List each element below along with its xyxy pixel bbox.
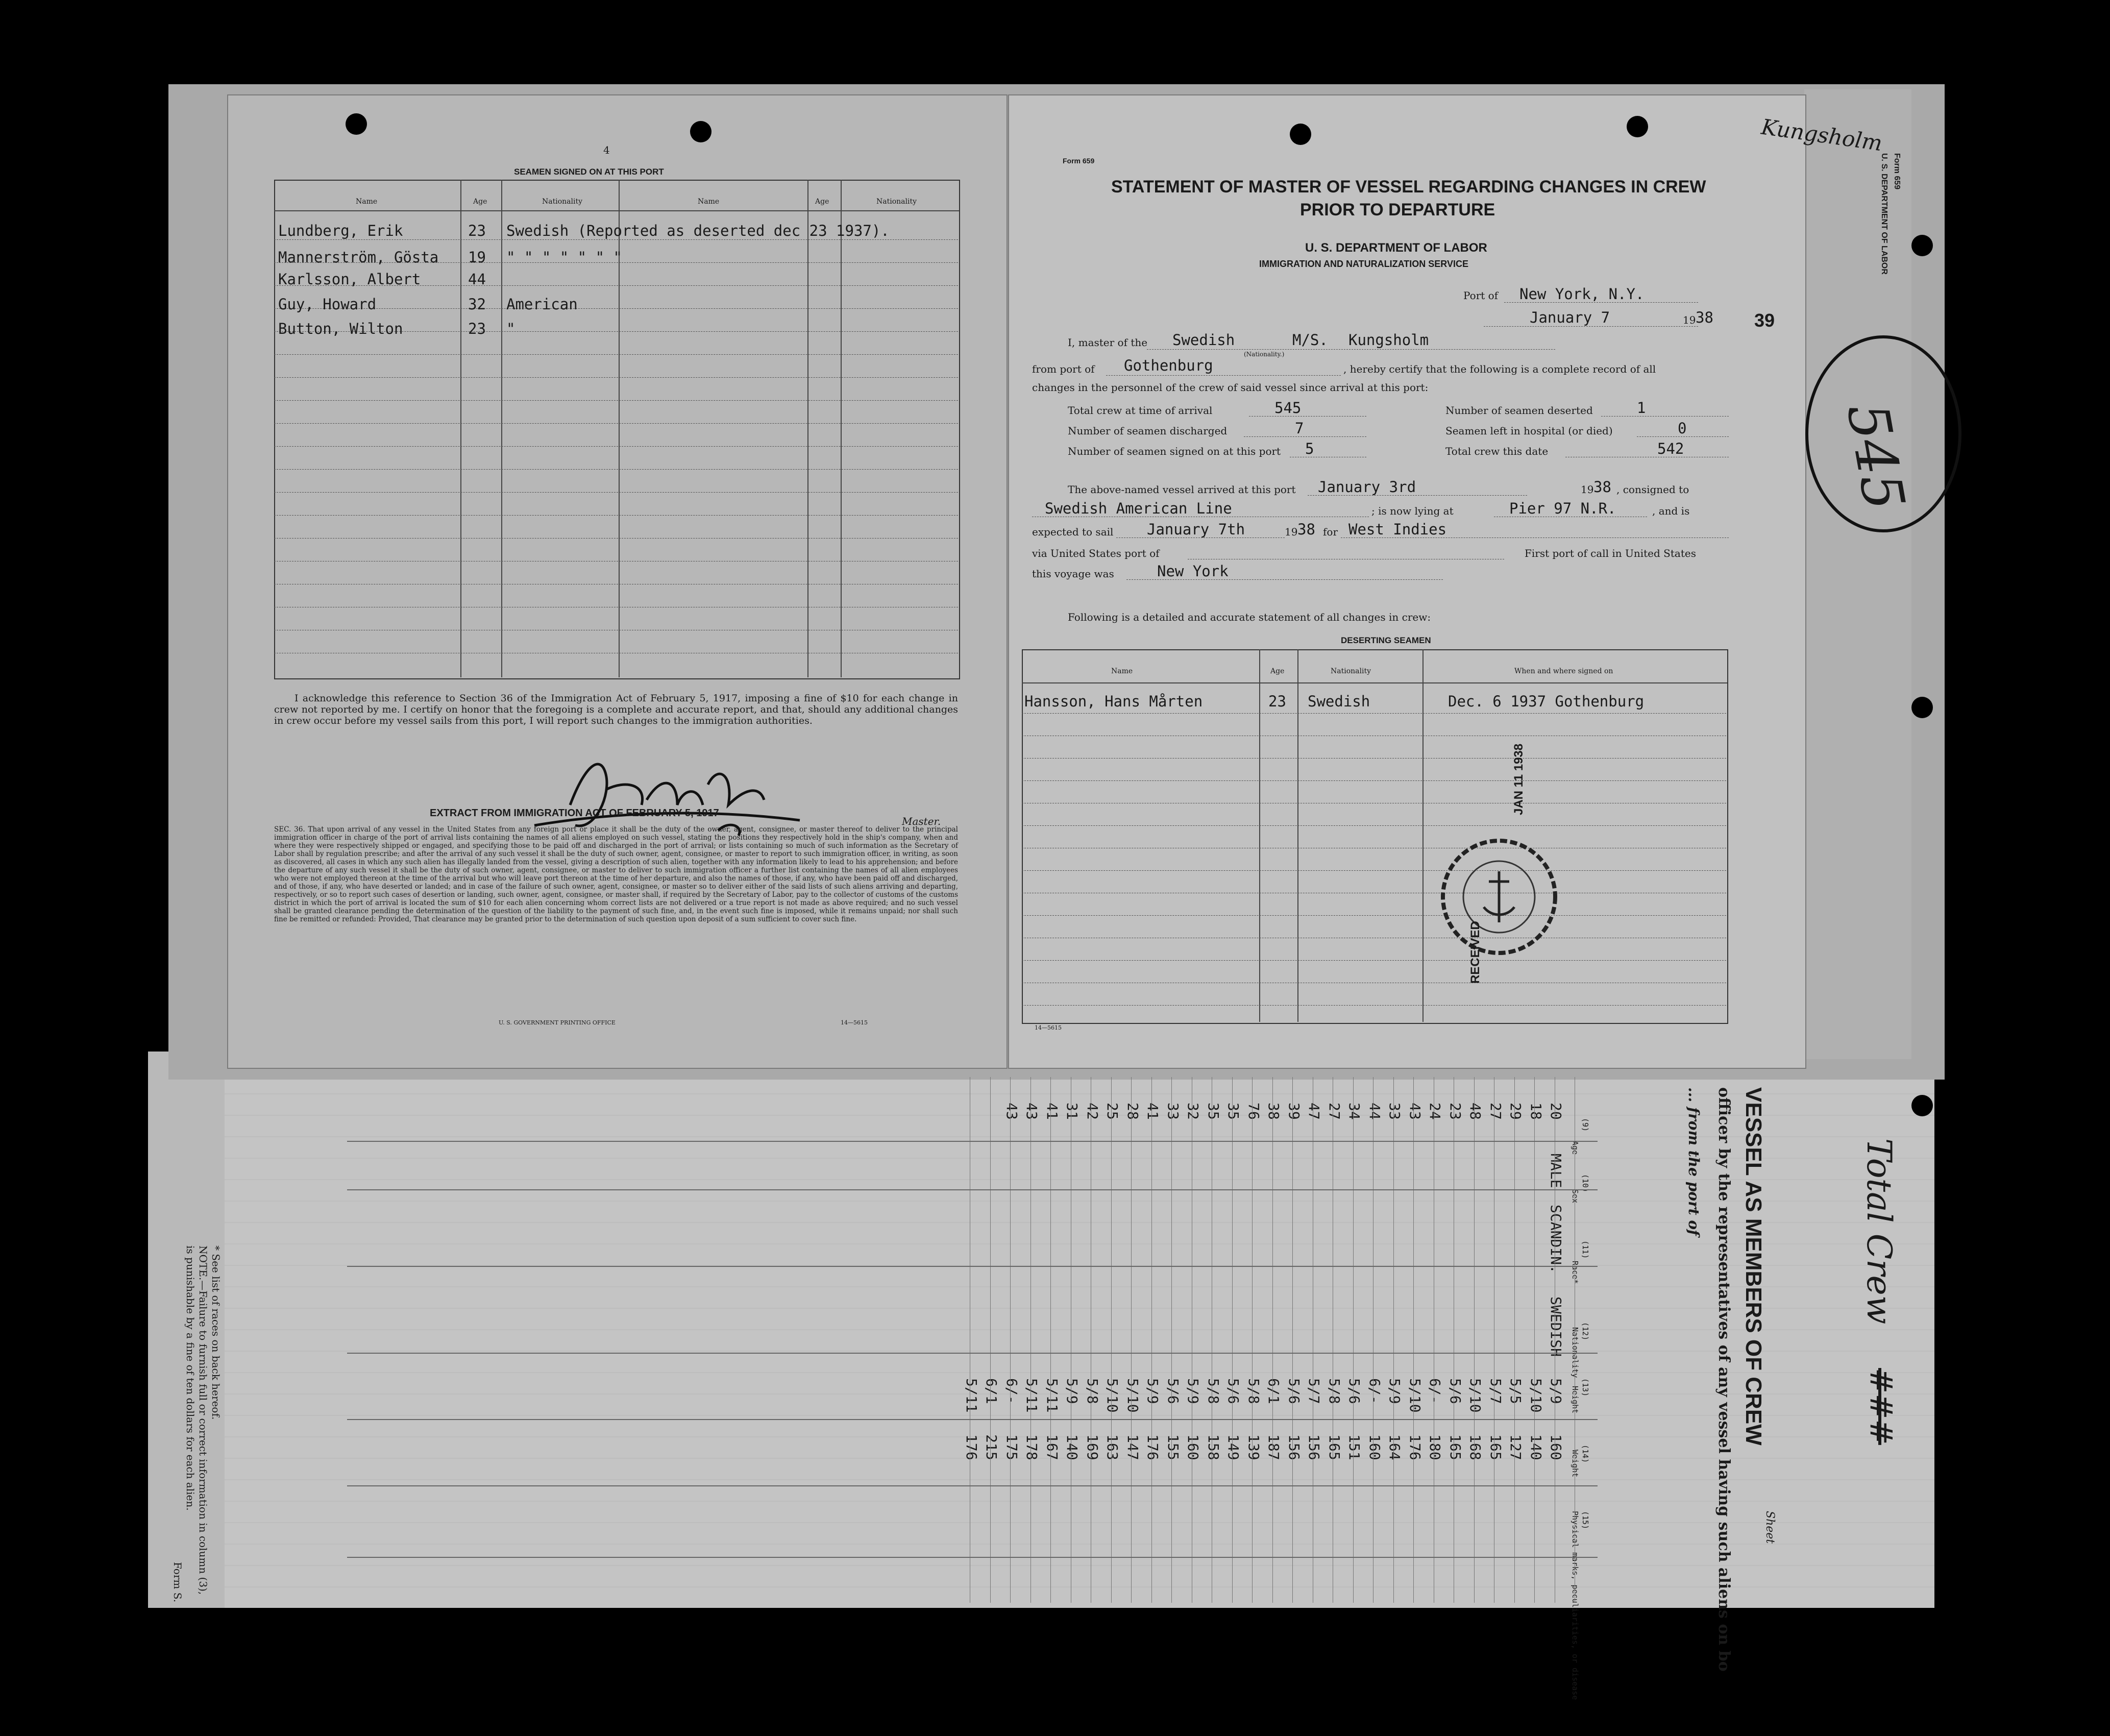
binder-hole	[1911, 697, 1933, 718]
crew-list-rule	[1050, 1077, 1051, 1603]
crew-weight: 176	[1144, 1434, 1161, 1460]
table-ruling	[274, 515, 958, 516]
crew-weight: 167	[1043, 1434, 1061, 1460]
crew-weight: 139	[1245, 1434, 1262, 1460]
deserted-value: 1	[1637, 399, 1646, 417]
date-value: January 7	[1530, 309, 1610, 326]
crew-height: 5/10	[1124, 1378, 1141, 1413]
department-label: U. S. DEPARTMENT OF LABOR	[1305, 241, 1487, 255]
left-page	[227, 94, 1008, 1069]
crew-list-rule	[347, 1485, 1598, 1486]
crew-age: 35	[1205, 1103, 1222, 1120]
crew-weight: 175	[1003, 1434, 1020, 1460]
crew-height: 5/8	[1084, 1378, 1101, 1404]
crew-col-header: Sex	[1571, 1189, 1580, 1204]
crew-height: 5/6	[1346, 1378, 1363, 1404]
table-ruling	[1022, 960, 1726, 961]
crew-col-number: (12)	[1581, 1322, 1590, 1341]
extract-title: EXTRACT FROM IMMIGRATION ACT OF FEBRUARY 5, 1917	[430, 808, 719, 819]
crew-height: 5/9	[1548, 1378, 1564, 1404]
crew-list-rule	[1010, 1077, 1011, 1603]
crew-height: 5/8	[1205, 1378, 1222, 1404]
seaman-name: Guy, Howard	[278, 296, 377, 313]
from-port-label: from port of	[1032, 363, 1095, 375]
table-ruling	[1022, 1005, 1726, 1006]
via-label: via United States port of	[1032, 547, 1160, 559]
col-header-age-2: Age	[815, 198, 829, 206]
seaman-age: 19	[468, 249, 486, 266]
hospital-label: Seamen left in hospital (or died)	[1445, 425, 1613, 437]
crew-age: 33	[1164, 1103, 1182, 1120]
section-36-text: SEC. 36. That upon arrival of any vessel in the United States from any foreign port or place it shall be the duty of the owner, agent, consignee, or master thereof to deliver to the principal immigration officer in charge of the port of arrival lists containing the names of all aliens employed on such vessel, stating the positions they respectively hold in the ship's company, when and where they were respectively shipped or engaged, and specifying those to be paid off and discharged in the port of arrival; or lists containing so much of such information as the Secretary of Labor shall by regulation prescribe; and after the arrival of any such vessel it shall be the duty of such owner, agent, consignee, or master to report to such immigration officer, in writing, as soon as discovered, all cases in which any such alien has illegally landed from the vessel, giving a description of such alien, together with any information likely to lead to his apprehension; and before the departure of any such vessel it shall be the duty of such owner, agent, consignee, or master to deliver to such immigration officer a further list containing the names of all alien employees who were not employed thereon at the time of the arrival but who will leave port thereon at the time of her departure, and also the names of those, if any, who have been paid off and discharged, and of those, if any, who have deserted or landed; and in case of the failure of such owner, agent, consignee, or master so to deliver either of the said lists of such aliens arriving and departing, respectively, or so to report such cases of desertion or landing, such owner, agent, consignee, or master shall, if required by the Secretary of Labor, pay to the collector of customs of the customs district in which the port of arrival is located the sum of $10 for each alien concerning whom correct lists are not delivered or a true report is not made as above required; and no such vessel shall be granted clearance pending the determination of the question of the liability to the payment of such fine, and, in the event such fine is imposed, while it remains unpaid; nor shall such fine be remitted or refunded: Provided, That clearance may be granted prior to the determination of such question upon deposit of a sum sufficient to cover such fine.	[274, 825, 958, 923]
consignee-value: Swedish American Line	[1045, 500, 1232, 517]
crew-age: 43	[1023, 1103, 1040, 1120]
crew-list-heading: VESSEL AS MEMBERS OF CREW	[1741, 1087, 1766, 1446]
crew-height: 5/10	[1104, 1378, 1121, 1413]
crew-age: 24	[1427, 1103, 1443, 1120]
deserter-signed-on: Dec. 6 1937 Gothenburg	[1448, 693, 1645, 710]
crew-height: 5/5	[1507, 1378, 1524, 1404]
crew-weight: 163	[1104, 1434, 1121, 1460]
crew-height: 5/6	[1446, 1378, 1464, 1404]
deserter-nationality: Swedish	[1308, 693, 1370, 710]
crew-height: 6/-	[1366, 1378, 1383, 1404]
received-stamp: RECEIVED	[1468, 921, 1482, 984]
crew-list-form-label: Form S.	[171, 1562, 184, 1603]
crew-weight: 147	[1124, 1434, 1141, 1460]
crew-age: 39	[1285, 1103, 1303, 1120]
crew-height: 5/10	[1467, 1378, 1484, 1413]
crew-col-header: Weight	[1571, 1450, 1580, 1478]
crew-age: 41	[1144, 1103, 1161, 1120]
voyage-label: this voyage was	[1032, 568, 1114, 580]
crew-weight: 165	[1487, 1434, 1504, 1460]
table-ruling	[1022, 870, 1726, 871]
crew-list-subheading: officer by the representatives of any vessel having such aliens on bo	[1715, 1087, 1733, 1672]
destination-value: West Indies	[1348, 521, 1447, 538]
crew-list-rule	[347, 1141, 1598, 1142]
crew-sex: MALE	[1548, 1154, 1564, 1188]
crew-nationality: SWEDISH	[1548, 1297, 1564, 1357]
port-label: Port of	[1463, 289, 1499, 302]
crew-weight: 156	[1285, 1434, 1303, 1460]
certify-text: , hereby certify that the following is a complete record of all	[1343, 363, 1656, 375]
crew-weight: 151	[1346, 1434, 1363, 1460]
right-page	[1008, 94, 1806, 1069]
deserting-col-nationality: Nationality	[1331, 667, 1371, 675]
arrived-year: 38	[1593, 478, 1611, 496]
crew-height: 6/1	[983, 1378, 1000, 1404]
crew-age: 41	[1043, 1103, 1061, 1120]
arrived-year-prefix: 19	[1581, 483, 1594, 496]
deserted-label: Number of seamen deserted	[1445, 404, 1593, 417]
crew-height: 5/8	[1326, 1378, 1343, 1404]
crew-list-rule	[1111, 1077, 1112, 1603]
footnote-fine: is punishable by a fine of ten dollars for each alien.	[184, 1245, 197, 1511]
crew-height: 5/11	[1023, 1378, 1040, 1413]
col-header-name-2: Name	[698, 198, 720, 206]
footnote-races: * See list of races on back hereof.	[210, 1245, 222, 1420]
crew-weight: 140	[1527, 1434, 1544, 1460]
total-date-label: Total crew this date	[1445, 445, 1549, 457]
crew-age: 20	[1548, 1103, 1564, 1120]
from-port-value: Gothenburg	[1124, 357, 1213, 374]
crew-list-rule	[347, 1557, 1598, 1558]
deserting-col-name: Name	[1111, 667, 1133, 675]
total-arrival-value: 545	[1274, 399, 1302, 417]
crew-weight: 160	[1548, 1434, 1564, 1460]
crew-weight: 180	[1427, 1434, 1443, 1460]
page-number: 4	[603, 144, 610, 156]
binder-hole	[1290, 124, 1311, 145]
first-call-label: First port of call in United States	[1525, 547, 1696, 559]
crew-height: 5/9	[1386, 1378, 1403, 1404]
crew-race: SCANDIN.	[1548, 1205, 1564, 1274]
printer-label: U. S. GOVERNMENT PRINTING OFFICE	[499, 1019, 616, 1026]
crew-list-rule	[1171, 1077, 1172, 1603]
first-call-value: New York	[1157, 563, 1229, 580]
crew-weight: 215	[983, 1434, 1000, 1460]
handwritten-total-545: 545	[1834, 398, 1918, 516]
binder-hole	[1911, 235, 1933, 256]
table-ruling	[274, 492, 958, 493]
table-ruling	[1022, 915, 1726, 916]
binder-hole	[1627, 116, 1648, 137]
master-label: Master.	[902, 815, 941, 827]
table-ruling	[274, 400, 958, 401]
crew-age: 28	[1124, 1103, 1141, 1120]
crew-age: 76	[1245, 1103, 1262, 1120]
crew-weight: 176	[963, 1434, 980, 1460]
seaman-name: Lundberg, Erik	[278, 222, 403, 239]
crew-list-rule	[347, 1353, 1598, 1354]
sail-value: January 7th	[1147, 521, 1245, 538]
table-ruling	[274, 239, 958, 240]
crew-col-header: Height	[1571, 1386, 1580, 1414]
crew-weight: 176	[1406, 1434, 1424, 1460]
crew-age: 29	[1507, 1103, 1524, 1120]
crew-col-header: Physical marks, peculiarities, or disease	[1571, 1511, 1580, 1700]
crew-col-number: (15)	[1581, 1511, 1590, 1530]
crew-height: 5/6	[1225, 1378, 1242, 1404]
crew-age: 25	[1104, 1103, 1121, 1120]
crew-height: 6/-	[1427, 1378, 1443, 1404]
table-ruling	[1022, 713, 1726, 714]
crew-weight: 164	[1386, 1434, 1403, 1460]
table-ruling	[1022, 780, 1726, 781]
master-of-label: I, master of the	[1068, 336, 1148, 349]
crew-col-number: (14)	[1581, 1445, 1590, 1463]
seaman-age: 23	[468, 222, 486, 239]
footer-code: 14—5615	[1035, 1024, 1062, 1031]
seaman-nationality: " " " " " " "	[506, 249, 622, 266]
crew-height: 5/9	[1144, 1378, 1161, 1404]
crew-height: 5/6	[1164, 1378, 1182, 1404]
seaman-age: 23	[468, 320, 486, 337]
year-prefix: 19	[1683, 314, 1696, 326]
crew-age: 47	[1306, 1103, 1322, 1120]
crew-list-rule	[1292, 1077, 1293, 1603]
crossed-total-value: ###	[1863, 1368, 1899, 1445]
crew-height: 5/10	[1527, 1378, 1544, 1413]
port-value: New York, N.Y.	[1519, 285, 1645, 303]
crew-list-rule	[1252, 1077, 1253, 1603]
received-seal-stamp	[1433, 830, 1565, 963]
form-title: STATEMENT OF MASTER OF VESSEL REGARDING CHANGES IN CREW	[1111, 177, 1706, 197]
acknowledgement-text: I acknowledge this reference to Section 36 of the Immigration Act of February 5, 1917, imposing a fine of $10 for each change in crew not reported by me. I certify on honor that the foregoing is a complete and accurate report, and that, should any additional changes in crew occur before my vessel sails from this port, I will report such changes to the immigration authorities.	[274, 693, 958, 726]
crew-col-header: Race*	[1571, 1261, 1580, 1284]
crew-age: 43	[1406, 1103, 1424, 1120]
margin-form-label: Form 659	[1893, 153, 1901, 190]
crew-col-number: (9)	[1581, 1118, 1590, 1132]
form-title-line-2: PRIOR TO DEPARTURE	[1300, 200, 1495, 219]
crew-height: 5/9	[1064, 1378, 1081, 1404]
deserter-age: 23	[1268, 693, 1286, 710]
following-text: Following is a detailed and accurate statement of all changes in crew:	[1068, 611, 1431, 623]
crew-weight: 156	[1306, 1434, 1322, 1460]
binder-hole	[1911, 1095, 1933, 1116]
crew-height: 5/10	[1406, 1378, 1424, 1413]
crew-weight: 155	[1164, 1434, 1182, 1460]
hospital-value: 0	[1678, 420, 1687, 437]
margin-dept-label: U. S. DEPARTMENT OF LABOR	[1880, 153, 1888, 275]
crew-weight: 160	[1185, 1434, 1201, 1460]
sail-year: 38	[1297, 521, 1315, 538]
col-header-name: Name	[356, 198, 378, 206]
crew-list-from-port: ... from the port of	[1685, 1087, 1702, 1236]
crew-height: 5/8	[1245, 1378, 1262, 1404]
received-stamp-date: JAN 11 1938	[1512, 743, 1526, 815]
crew-age: 43	[1003, 1103, 1020, 1120]
page-stamp: 39	[1754, 310, 1775, 331]
table-ruling	[1022, 758, 1726, 759]
crew-list-rule	[347, 1189, 1598, 1190]
crew-weight: 187	[1265, 1434, 1282, 1460]
lying-label: ; is now lying at	[1371, 505, 1454, 517]
crew-weight: 140	[1064, 1434, 1081, 1460]
and-is-label: , and is	[1652, 505, 1690, 517]
consigned-label: , consigned to	[1616, 483, 1689, 496]
nationality-caption: (Nationality.)	[1244, 351, 1285, 358]
crew-age: 18	[1527, 1103, 1544, 1120]
crew-weight: 160	[1366, 1434, 1383, 1460]
section-title: SEAMEN SIGNED ON AT THIS PORT	[514, 167, 664, 177]
total-arrival-label: Total crew at time of arrival	[1068, 404, 1213, 417]
for-label: for	[1323, 526, 1338, 538]
form-label: Form 659	[1063, 157, 1095, 165]
sail-label: expected to sail	[1032, 526, 1114, 538]
nationality-value: Swedish	[1172, 331, 1235, 349]
pier-value: Pier 97 N.R.	[1509, 500, 1616, 517]
arrived-value: January 3rd	[1318, 478, 1416, 496]
binder-hole	[346, 113, 367, 135]
seaman-name: Button, Wilton	[278, 320, 403, 337]
seaman-nationality: Swedish (Reported as deserted dec 23 1937).	[506, 222, 890, 239]
crew-weight: 165	[1326, 1434, 1343, 1460]
seaman-age: 44	[468, 271, 486, 288]
table-ruling	[274, 423, 958, 424]
vessel-prefix: M/S.	[1292, 331, 1328, 349]
sail-year-prefix: 19	[1285, 526, 1298, 538]
total-date-value: 542	[1657, 440, 1684, 457]
crew-col-header: Nationality	[1571, 1327, 1580, 1378]
seaman-name: Mannerström, Gösta	[278, 249, 439, 266]
crew-age: 31	[1064, 1103, 1081, 1120]
crew-age: 27	[1326, 1103, 1343, 1120]
crew-weight: 178	[1023, 1434, 1040, 1460]
crew-height: 5/7	[1487, 1378, 1504, 1404]
seaman-nationality: American	[506, 296, 578, 313]
binder-hole	[690, 121, 711, 142]
crew-age: 44	[1366, 1103, 1383, 1120]
table-ruling	[274, 538, 958, 539]
table-ruling	[274, 308, 958, 309]
margin-strip	[1804, 89, 1911, 1059]
discharged-value: 7	[1295, 420, 1304, 437]
table-ruling	[274, 446, 958, 447]
crew-weight: 149	[1225, 1434, 1242, 1460]
handwritten-ship-name: Kungsholm	[1759, 114, 1884, 156]
deserting-col-age: Age	[1270, 667, 1285, 675]
crew-height: 6/1	[1265, 1378, 1282, 1404]
crew-list-rule	[347, 1266, 1598, 1267]
seaman-name: Karlsson, Albert	[278, 271, 421, 288]
footnote-note: NOTE.—Failure to furnish full or correct information in column (3),	[197, 1245, 209, 1595]
crew-list-rule	[1474, 1077, 1475, 1603]
certify-text-2: changes in the personnel of the crew of said vessel since arrival at this port:	[1032, 381, 1429, 394]
table-ruling	[274, 354, 958, 355]
service-label: IMMIGRATION AND NATURALIZATION SERVICE	[1259, 259, 1468, 269]
table-ruling	[1022, 825, 1726, 826]
crew-weight: 158	[1205, 1434, 1222, 1460]
crew-age: 27	[1487, 1103, 1504, 1120]
crew-list-rule	[1393, 1077, 1394, 1603]
crew-list-sheet-label: Sheet	[1763, 1511, 1776, 1544]
crew-list-rule	[990, 1077, 991, 1603]
seaman-age: 32	[468, 296, 486, 313]
crew-col-header: Age	[1571, 1141, 1580, 1155]
crew-weight: 169	[1084, 1434, 1101, 1460]
signed-on-value: 5	[1305, 440, 1314, 457]
crew-col-number: (10)	[1581, 1174, 1590, 1193]
crew-age: 32	[1185, 1103, 1201, 1120]
col-header-age: Age	[473, 198, 487, 206]
deserting-col-signed-on: When and where signed on	[1514, 667, 1613, 675]
crew-list-rule	[1131, 1077, 1132, 1603]
crew-list-rule	[1514, 1077, 1515, 1603]
vessel-name: Kungsholm	[1348, 331, 1429, 349]
arrived-label: The above-named vessel arrived at this port	[1068, 483, 1296, 496]
crew-height: 5/9	[1185, 1378, 1201, 1404]
crew-list-rule	[1413, 1077, 1414, 1603]
crew-height: 5/11	[1043, 1378, 1061, 1413]
crew-list-rule	[1232, 1077, 1233, 1603]
year-value: 38	[1696, 309, 1713, 326]
crew-height: 5/11	[963, 1378, 980, 1413]
crew-age: 38	[1265, 1103, 1282, 1120]
discharged-label: Number of seamen discharged	[1068, 425, 1228, 437]
crew-col-number: (11)	[1581, 1240, 1590, 1259]
crew-list-rule	[1353, 1077, 1354, 1603]
signed-on-label: Number of seamen signed on at this port	[1068, 445, 1281, 457]
crew-age: 35	[1225, 1103, 1242, 1120]
crew-col-number: (13)	[1581, 1378, 1590, 1397]
deserter-name: Hansson, Hans Mårten	[1024, 693, 1203, 710]
crew-age: 42	[1084, 1103, 1101, 1120]
crew-weight: 168	[1467, 1434, 1484, 1460]
deserting-title: DESERTING SEAMEN	[1341, 635, 1431, 645]
crew-weight: 127	[1507, 1434, 1524, 1460]
crew-height: 6/-	[1003, 1378, 1020, 1404]
crew-weight: 165	[1446, 1434, 1464, 1460]
crew-list-rule	[1151, 1077, 1152, 1603]
crew-height: 5/7	[1306, 1378, 1322, 1404]
seaman-nationality: "	[506, 320, 516, 337]
crew-age: 48	[1467, 1103, 1484, 1120]
crew-list-rule	[1534, 1077, 1535, 1603]
crew-age: 23	[1446, 1103, 1464, 1120]
crew-list-sheet	[225, 1062, 1934, 1608]
crew-age: 34	[1346, 1103, 1363, 1120]
crew-age: 33	[1386, 1103, 1403, 1120]
crew-height: 5/6	[1285, 1378, 1303, 1404]
col-header-nationality-2: Nationality	[876, 198, 917, 206]
printer-code: 14—5615	[841, 1019, 868, 1026]
table-ruling	[274, 377, 958, 378]
crew-list-rule	[347, 1419, 1598, 1420]
crew-list-rule	[1272, 1077, 1273, 1603]
table-ruling	[274, 469, 958, 470]
col-header-nationality: Nationality	[542, 198, 582, 206]
total-crew-note: Total Crew	[1859, 1138, 1899, 1325]
